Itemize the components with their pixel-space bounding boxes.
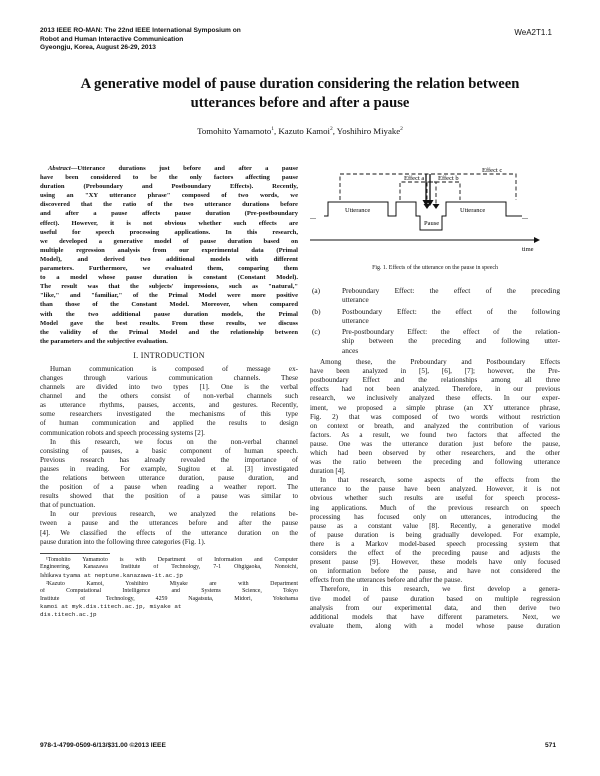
footnote-rule <box>40 553 110 554</box>
body-text <box>310 358 560 631</box>
abstract-line: The result was that the subjects' impressions, such as "natural," <box>40 283 298 291</box>
ellipsis-left: ... <box>310 212 316 221</box>
utterance-left-label: Utterance <box>345 207 371 214</box>
body-line: utterance to the pause have been analyzed. However, it is not <box>310 485 560 494</box>
abstract-line: and after a pause affects pause duration (Pre-postboundary <box>40 210 298 218</box>
figure-1 <box>310 164 560 258</box>
body-line: present pause [9]. However, these models have only focused <box>310 558 560 567</box>
list-line: utterance <box>342 315 369 325</box>
body-line: effects had not been analyzed. Therefore, in our previous <box>310 385 560 394</box>
body-line: on context or breath, and analyzed the contribution of various <box>310 421 560 430</box>
footnote-line: ²Kazuto Kamoi, Yoshihiro Miyake are with Department <box>46 580 298 587</box>
author-affiliation-mark: 2 <box>400 126 403 133</box>
body-line: of human communication and applied the results to design <box>40 419 298 428</box>
email-link[interactable]: tyama at neptune.kanazawa-it.ac.jp <box>62 571 183 579</box>
author-affiliation-mark: 1 <box>271 126 274 133</box>
list-marker: (b) <box>312 306 321 316</box>
paragraph <box>40 510 298 546</box>
abstract-line: with the two additional pause duration models, the Primal <box>40 310 298 318</box>
abstract-line: we developed a generative model of pause duration based on <box>40 237 298 245</box>
body-line: [4]. We classified the effects of the utterance duration on the <box>40 528 298 537</box>
body-line: In that research, some aspects of the effects from the <box>320 476 560 485</box>
list-line: ship between the preceding and following utter- <box>342 336 560 346</box>
abstract-line: using an "XY utterance phrase" composed of two words, we <box>40 192 298 200</box>
body-line: analysis from our experimental data, and then derive two <box>310 603 560 612</box>
abstract-line: have been considered to be the only factors affecting pause <box>40 174 298 182</box>
author-name: Tomohito Yamamoto <box>197 126 272 136</box>
footnote-line: Engineering, Kanazawa Institute of Technology, 7-1 Ohgigaoka, Nonoichi, <box>40 564 298 571</box>
abstract-line: Abstract—Utterance durations just before and after a pause <box>48 165 298 172</box>
abstract-heading: Abstract <box>48 165 71 172</box>
body-line: Therefore, in this research, we first develop a genera- <box>320 585 560 594</box>
figure-caption: Fig. 1. Effects of the utterance on the pause in speech <box>372 265 498 271</box>
effect-c-label: Effect c <box>482 167 503 174</box>
body-line: the position of a pause when reading a weather report. The <box>40 483 298 492</box>
list-line: Pre-postboundary Effect: the effect of the relation- <box>342 327 560 337</box>
effect-b-arrowhead <box>424 204 431 209</box>
list-line: utterance <box>342 295 369 305</box>
paragraph <box>310 585 560 630</box>
body-line: the relations between utterance duration, pause duration, and <box>40 474 298 482</box>
abstract-line: the validity of the Primal Model and the relationship between <box>40 328 298 336</box>
body-line: evaluate them, along with a model whose pause duration <box>310 621 560 630</box>
body-line: iment, we proposed a simple phrase (an XY utterance phrase, <box>310 403 560 412</box>
abstract-line: discovered that the ratio of the two utterance durations before <box>40 201 298 209</box>
effect-a-arrowhead <box>433 204 440 209</box>
ellipsis-right: ... <box>522 212 528 221</box>
copyright-notice: 978-1-4799-0509-6/13/$31.00 ©2013 IEEE <box>40 742 166 749</box>
author-list: Tomohito Yamamoto$^1$, Kazuto Kamoi$^2$, Yoshihiro Miyake$^2$ <box>197 126 403 136</box>
body-line: pause duration into the following three categories (Fig. 1). <box>40 537 206 546</box>
footnotes <box>40 557 298 619</box>
title-line: A generative model of pause duration considering the relation between <box>80 76 520 92</box>
paragraph <box>310 476 560 585</box>
effects-diagram <box>310 164 560 258</box>
effect-b-label: Effect b <box>438 175 459 182</box>
conference-line: Robot and Human Interactive Communication <box>40 35 184 43</box>
conference-line: Gyeongju, Korea, August 26-29, 2013 <box>40 44 156 52</box>
body-line: research, we inclusively analyzed these effects. In our exper- <box>310 394 560 403</box>
conference-line: 2013 IEEE RO-MAN: The 22nd IEEE International Symposium on <box>40 27 241 34</box>
effect-c-bracket <box>340 174 516 200</box>
paper-title <box>40 75 560 113</box>
left-column <box>40 164 298 619</box>
footnote-line: Institute of Technology, 4259 Nagatsuta, Midori, Yokohama <box>40 595 298 602</box>
body-line: postboundary Effect and the relationships among all three <box>310 376 560 385</box>
body-line: In this research, we focus on the non-verbal channel <box>50 437 298 446</box>
right-column <box>310 164 560 631</box>
body-line: pause. One was the utterance duration just before the pause, <box>310 439 560 448</box>
list-item <box>310 286 560 305</box>
abstract <box>40 164 298 346</box>
body-line: processing has focused only on utterances, introducing the <box>310 512 560 521</box>
body-line: effects from the utterances before and after the pause. <box>310 576 463 585</box>
title-line: utterances before and after a pause <box>190 95 410 111</box>
abstract-line: than those of the Constant Model. Moreover, when compared <box>40 301 298 309</box>
footnote-line: Ishikawa tyama at neptune.kanazawa-it.ac.jp <box>40 571 183 579</box>
paragraph <box>40 365 298 438</box>
abstract-line: duration (Preboundary and Postboundary Effects). Recently, <box>40 183 298 191</box>
list-item <box>310 307 560 326</box>
abstract-line: Model), and derived two additional models with different <box>40 255 298 263</box>
body-line: that of punctuation. <box>40 501 96 510</box>
list-line: Postboundary Effect: the effect of the following <box>342 306 560 316</box>
abstract-line: effect). However, it is not obvious whether such effects are <box>40 219 298 227</box>
body-line: on information before the pause, and have not considered the <box>310 567 560 576</box>
list-line: Preboundary Effect: the effect of the preceding <box>342 286 560 295</box>
time-label: time <box>522 246 534 253</box>
abstract-line: the parameters and the subjective evaluation. <box>40 337 168 345</box>
body-line: which had been observed by other researchers, and the other <box>310 449 560 458</box>
utterance-right-label: Utterance <box>460 207 486 214</box>
body-line: pauses in reading. For example, Sugitou et al. [3] investigated <box>40 464 298 473</box>
abstract-line: parameters. Furthermore, we evaluated them, comparing them <box>40 265 298 273</box>
list-line: ances <box>342 345 359 355</box>
body-line: have been analyzed in [5], [6], [7]; however, the Pre- <box>310 367 560 376</box>
body-line: there is a Markov model-based speech processing system that <box>310 539 560 548</box>
body-line: duration [4]. <box>310 467 346 476</box>
list-marker: (a) <box>312 286 321 295</box>
body-line: Previous research has already revealed the importance of <box>40 455 298 464</box>
body-line: obvious whether such results are useful for speech process- <box>310 494 560 503</box>
abstract-line: Model gave the best results. From these results, we discuss <box>40 319 298 327</box>
abstract-line: useful for speech processing applications. In this research, <box>40 228 298 236</box>
pause-label: Pause <box>424 220 440 227</box>
body-line: results showed that the position of a pause was similar to <box>40 492 298 501</box>
list-marker: (c) <box>312 327 321 337</box>
email-link[interactable]: dis.titech.ac.jp <box>40 610 97 618</box>
body-line: channel and the others consist of non-verbal channels such <box>40 392 298 401</box>
session-code: WeA2T1.1 <box>514 28 552 37</box>
footnote-line: of Computational Intelligence and Systems Science, Tokyo <box>40 588 298 595</box>
author-name: Yoshihiro Miyake <box>336 126 401 136</box>
section-heading: I. INTRODUCTION <box>133 350 205 360</box>
footnote-line: ¹Tomohito Yamamoto is with Department of Information and Computer <box>46 556 298 563</box>
body-line: was the ratio between the preceding and following utterance <box>310 458 560 467</box>
page-number: 571 <box>544 742 556 749</box>
body-line: Fig. 2) that was composed of two words without restriction <box>310 412 560 421</box>
body-line: consisting of pauses, a basic component of human speech. <box>40 446 298 455</box>
body-line: tive model of pause duration based on multiple regression <box>310 594 560 603</box>
body-line: of pause duration is being gradually developed. For example, <box>310 530 560 539</box>
conference-header <box>40 27 340 53</box>
author-affiliation-mark: 2 <box>329 126 333 133</box>
body-line: Human communication is composed of message ex- <box>50 364 298 373</box>
abstract-line: multiple regression analysis from our experimental data (Primal <box>40 246 298 254</box>
body-line: ing applications. Much of the previous research on speech <box>310 503 560 512</box>
body-line: communication robots and speech processing systems [2]. <box>40 428 205 437</box>
body-line: tween a pause and the utterances before and after the pause <box>40 519 298 528</box>
body-line: additional models that have different parameters. Next, we <box>310 612 560 621</box>
abstract-line: to a model whose pause duration is constant (Constant Model). <box>40 274 298 282</box>
body-line: Among these, the Preboundary and Postboundary Effects <box>320 358 560 367</box>
abstract-line: "like," and "familiar," of the Primal Model were more positive <box>40 292 298 300</box>
body-line: factors. As a result, we found two factors that affected the <box>310 430 560 439</box>
body-line: considers the effect of the preceding pause and adjusts the <box>310 549 560 558</box>
body-line: as utterance rhythms, pauses, accents, and gestures. Recently, <box>40 401 298 410</box>
body-line: some researchers investigated the mechanisms of this type <box>40 410 298 419</box>
author-name: Kazuto Kamoi <box>278 126 330 136</box>
list-item <box>310 327 560 355</box>
body-line: changes through various communication channels. These <box>40 373 298 382</box>
effect-a-label: Effect a <box>404 175 425 182</box>
effects-list <box>310 286 560 355</box>
time-axis-arrowhead <box>534 237 540 243</box>
body-line: channels are divided into two types [1]. One is the verbal <box>40 383 298 392</box>
paragraph <box>40 438 298 511</box>
paragraph <box>310 358 560 476</box>
email-link[interactable]: kamoi at myk.dis.titech.ac.jp, miyake at <box>40 603 182 611</box>
body-line: pause as a constant value [8]. Recently, a generative model <box>310 521 560 530</box>
body-line: In our previous research, we analyzed the relations be- <box>50 510 298 519</box>
